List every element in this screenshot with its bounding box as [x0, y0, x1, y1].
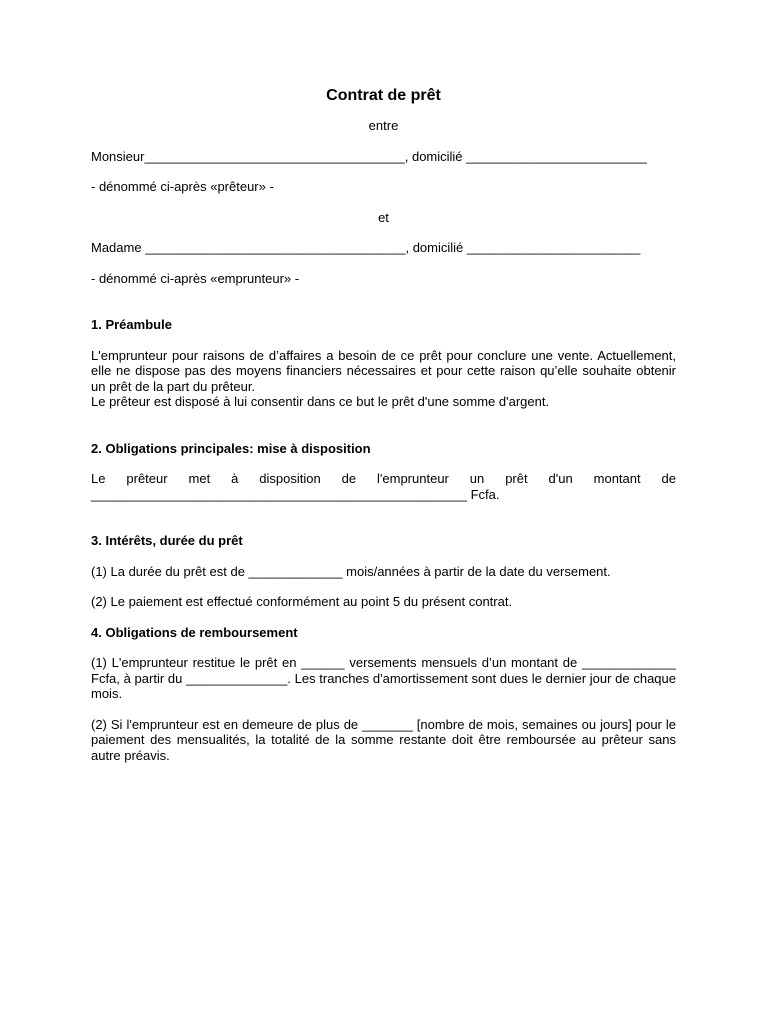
madame-line: Madame ____________________________________, domicilié ________________________ — [91, 240, 641, 255]
section-interets-duree — [91, 533, 676, 610]
section-obligations-principales — [91, 441, 676, 503]
paragraph: (1) L'emprunteur restitue le prêt en ______ versements mensuels d’un montant de _____________ Fcfa, à partir du ______________. Les tranches d'amortissement sont dues le dernier jour de chaque mois. — [91, 655, 676, 701]
paragraph: L'emprunteur pour raisons de d’affaires a besoin de ce prêt pour conclure une vente. Actuellement, elle ne dispose pas des moyens financiers nécessaires et pour cette raison qu’elle souhaite obtenir un prêt de la part du prêteur. — [91, 347, 676, 394]
paragraph: (2) Le paiement est effectué conformément au point 5 du présent contrat. — [91, 594, 513, 609]
preteur-designation: - dénommé ci-après «prêteur» - — [91, 179, 274, 194]
document-title: Contrat de prêt — [326, 87, 441, 104]
paragraph: Le prêteur met à disposition de l'emprunteur un prêt d'un montant de ____________________________________________________ Fcfa. — [91, 471, 676, 502]
et-text: et — [378, 209, 389, 225]
section-heading: 3. Intérêts, durée du prêt — [91, 533, 243, 548]
paragraph: (2) Si l'emprunteur est en demeure de plus de _______ [nombre de mois, semaines ou jours] pour le paiement des mensualités, la totalité de la somme restante doit être remboursée au prêteur sans autre préavis. — [91, 716, 676, 763]
paragraph: (1) La durée du prêt est de _____________ mois/années à partir de la date du versement. — [91, 563, 611, 579]
monsieur-line: Monsieur____________________________________, domicilié _________________________ — [91, 148, 647, 164]
contract-page — [91, 86, 676, 763]
section-remboursement — [91, 625, 676, 764]
section-heading: 4. Obligations de remboursement — [91, 624, 298, 640]
entre-text: entre — [368, 118, 399, 133]
section-preambule — [91, 317, 676, 410]
section-heading: 1. Préambule — [91, 317, 172, 332]
paragraph: Le prêteur est disposé à lui consentir dans ce but le prêt d'une somme d'argent. — [91, 394, 550, 409]
emprunteur-designation: - dénommé ci-après «emprunteur» - — [91, 270, 300, 286]
section-heading: 2. Obligations principales: mise à disposition — [91, 440, 371, 456]
